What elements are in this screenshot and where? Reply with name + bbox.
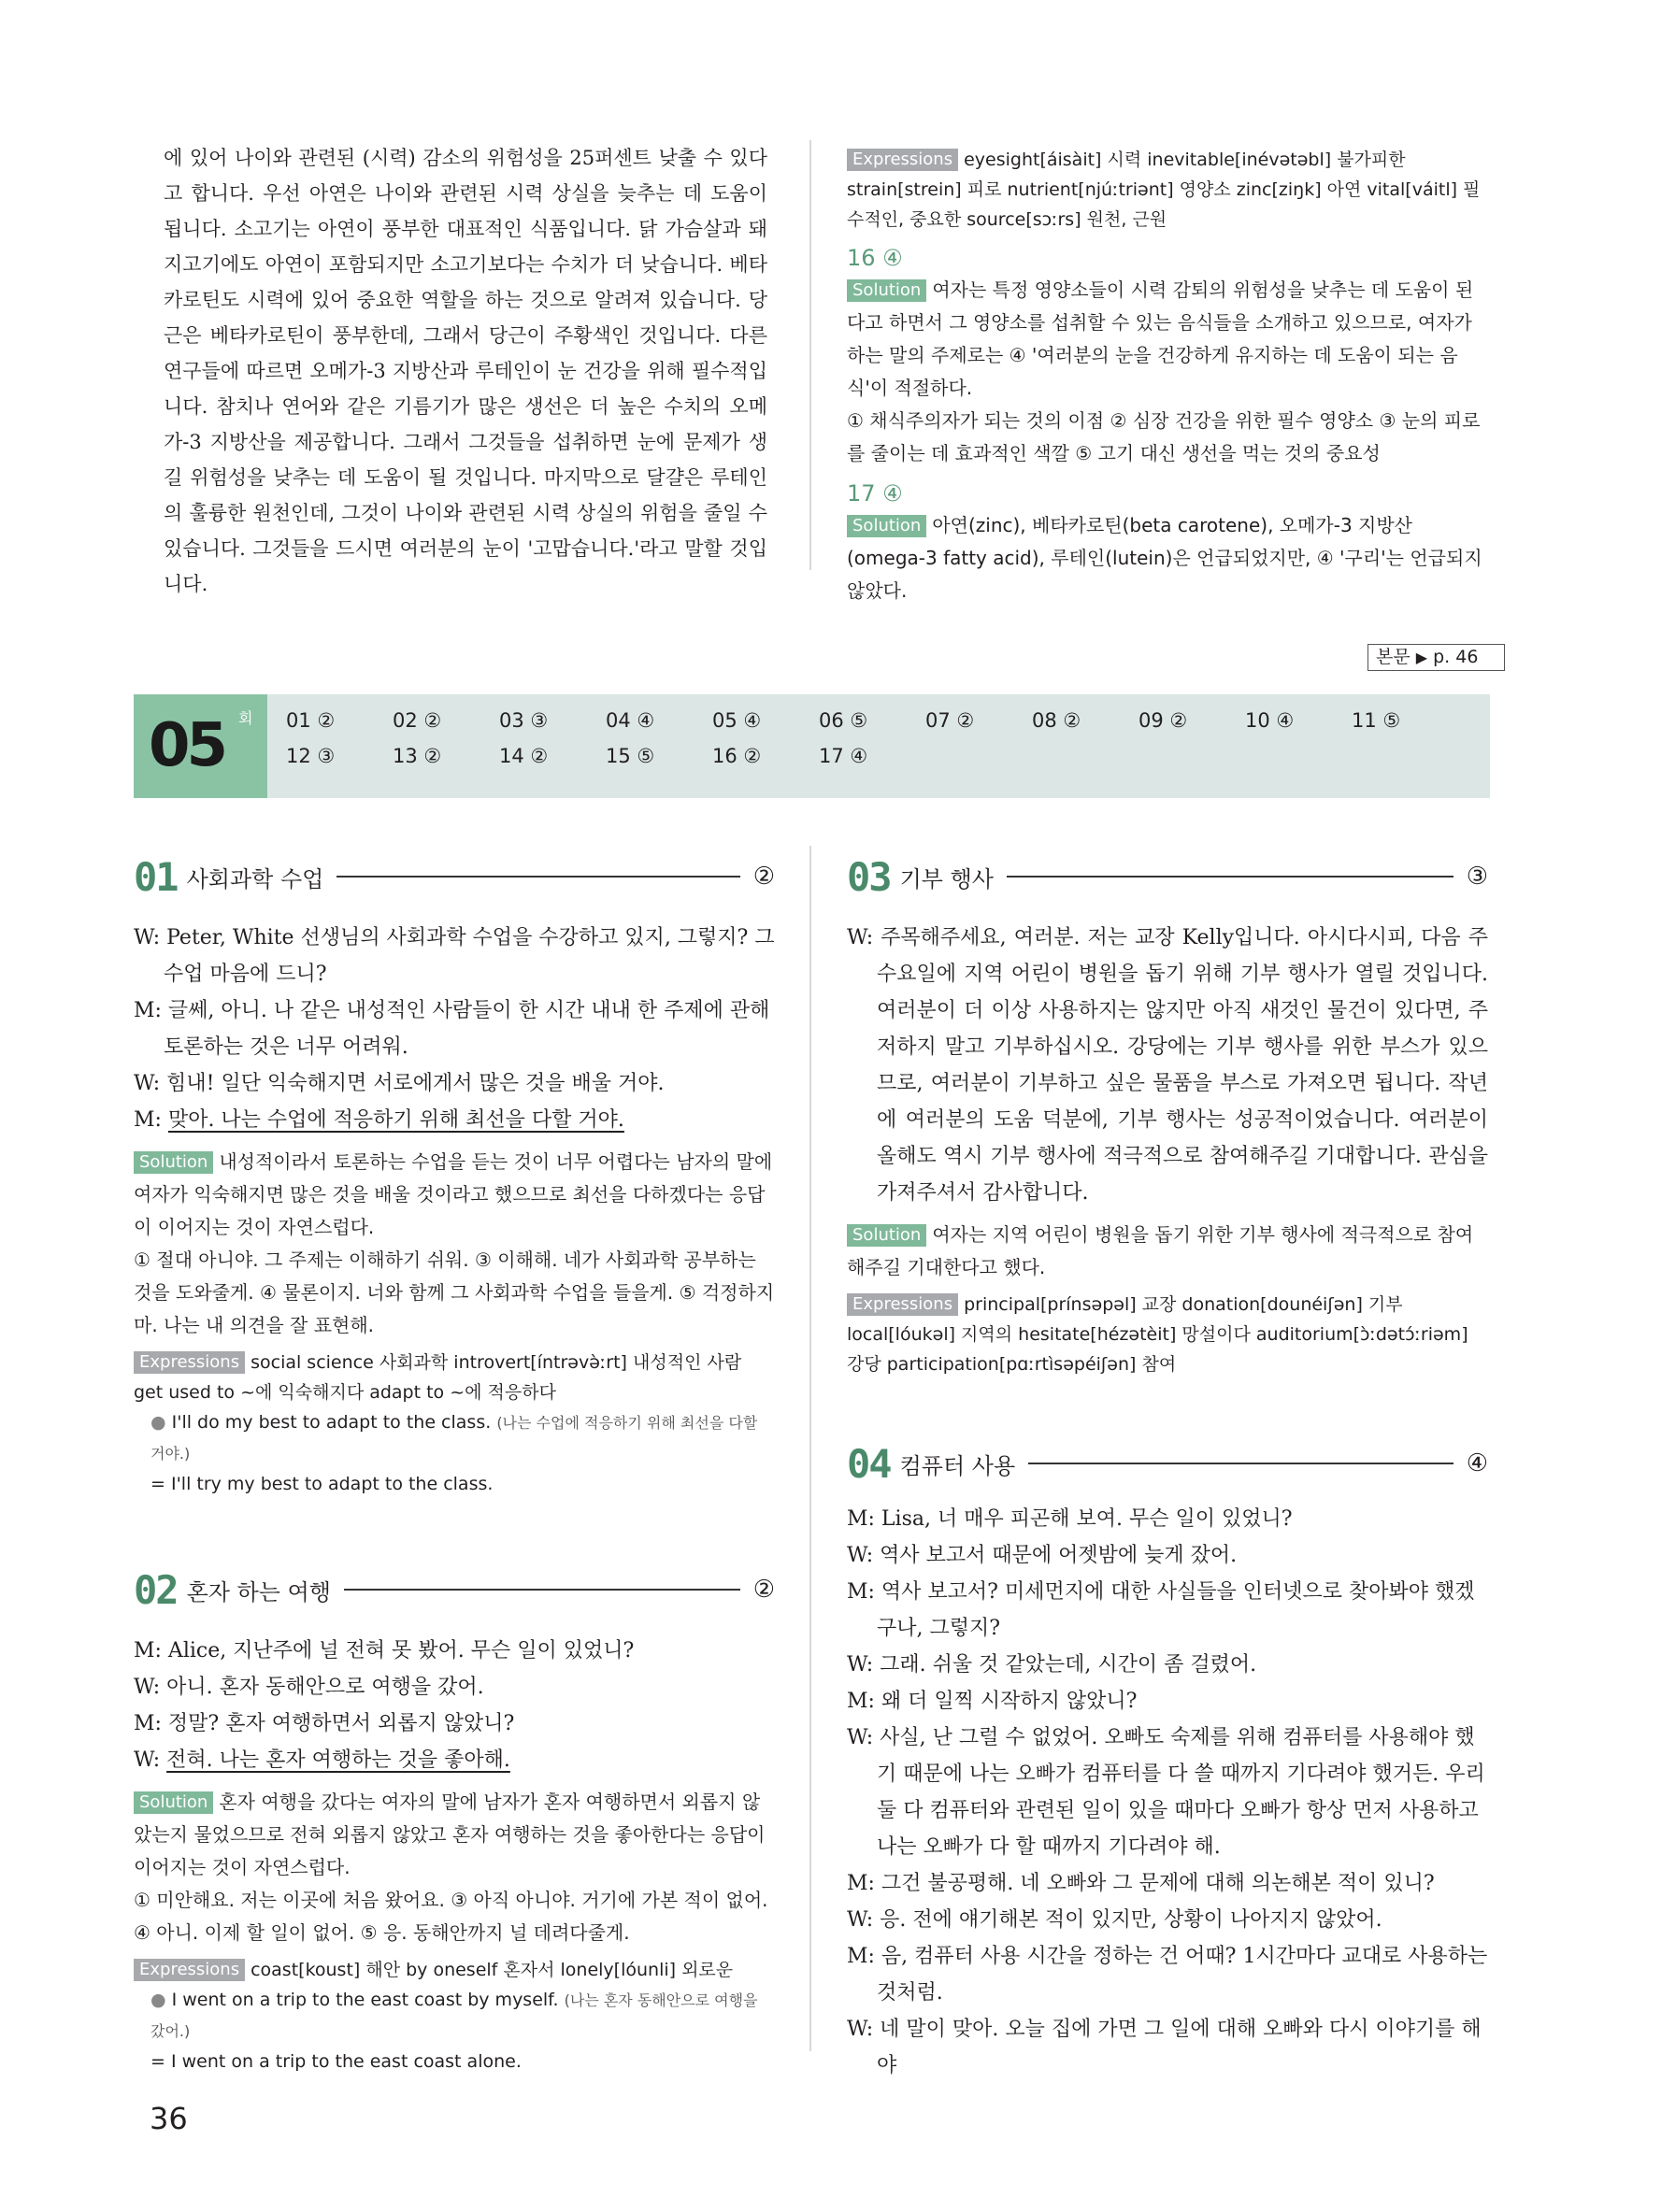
passage-translation: 에 있어 나이와 관련된 (시력) 감소의 위험성을 25퍼센트 낮출 수 있다고 합니다. 우선 아연은 나이와 관련된 시력 상실을 늦추는 데 도움이 됩니다. 소고기는 아연이 풍부한 대표적인 식품입니다. 닭 가슴살과 돼지고기에도 아연이 포함되지만 소고기보다는 수치가 더 낮습니다. 베타카로틴도 시력에 있어 중요한 역할을 하는 것으로 알려져 있습니다. 당근은 베타카로틴이 풍부한데, 그래서 당근이 주황색인 것입니다. 다른 연구들에 따르면 오메가-3 지방산과 루테인이 눈 건강을 위해 필수적입니다. 참치나 연어와 같은 기름기가 많은 생선은 더 높은 수치의 오메가-3 지방산을 제공합니다. 그래서 그것들을 섭취하면 눈에 문제가 생길 위험성을 낮추는 데 도움이 될 것입니다. 마지막으로 달걀은 루테인의 훌륭한 원천인데, 그것이 나이와 관련된 시력 상실의 위험을 줄일 수 있습니다. 그것들을 드시면 여러분의 눈이 '고맙습니다.'라고 말할 것입니다. (164, 147, 767, 595)
section-03 (847, 852, 1488, 1379)
answer-item: 14 ② (499, 745, 549, 767)
expressions-tag: Expressions (134, 1959, 245, 1981)
solution-text: 여자는 지역 어린이 병원을 돕기 위한 기부 행사에 적극적으로 참여해주길 기대한다고 했다. (847, 1223, 1474, 1278)
expressions-tag: Expressions (847, 149, 958, 171)
section-answer: ② (752, 863, 775, 891)
solution-tag: Solution (134, 1151, 213, 1174)
solution (134, 1786, 775, 1884)
column-divider-bottom (809, 846, 811, 2051)
expressions-tag: Expressions (134, 1351, 245, 1374)
answer-item: 05 ④ (712, 709, 762, 732)
top-right-column (847, 145, 1488, 607)
example-alt: = I'll try my best to adapt to the class. (150, 1474, 494, 1494)
monologue (847, 920, 1488, 1211)
bullet-icon: ● (150, 1990, 172, 2010)
dialogue-line: M: 왜 더 일찍 시작하지 않았니? (847, 1690, 1138, 1713)
section-title-row (134, 852, 775, 901)
section-title: 혼자 하는 여행 (186, 1578, 331, 1605)
solution-tag: Solution (847, 515, 926, 537)
column-divider-top (809, 140, 811, 570)
answer-item: 16 ② (712, 745, 762, 767)
dialogue-line: W: 그래. 쉬울 것 같았는데, 시간이 좀 걸렸어. (847, 1653, 1257, 1677)
dialogue (847, 1501, 1488, 2084)
title-rule (336, 876, 739, 878)
expressions-text: eyesight[áisàit] 시력 inevitable[inévətəbl] 불가피한 strain[strein] 피로 nutrient[njúːtriənt] 영양소 zinc[ziŋk] 아연 vital[váitl] 필수적인, 중요한 source[sɔːrs] 원천, 근원 (847, 150, 1481, 230)
expressions (134, 1955, 775, 1985)
ref-arrow-icon: ▶ (1415, 649, 1428, 666)
answer-item: 08 ② (1032, 709, 1081, 732)
test-number-badge (134, 694, 267, 798)
speaker: W: (134, 1748, 167, 1772)
speaker: M: (134, 1108, 168, 1132)
solution-text: 내성적이라서 토론하는 수업을 듣는 것이 너무 어렵다는 남자의 말에 여자가 익숙해지면 많은 것을 배울 것이라고 했으므로 최선을 다하겠다는 응답이 이어지는 것이 자연스럽다. (134, 1150, 773, 1238)
section-04 (847, 1439, 1488, 2084)
answer-item: 01 ② (286, 709, 336, 732)
test-number-suffix: 회 (238, 709, 253, 727)
q16-solution-text: 여자는 특정 영양소들이 시력 감퇴의 위험성을 낮추는 데 도움이 된다고 하면서 그 영양소를 섭취할 수 있는 음식들을 소개하고 있으므로, 여자가 하는 말의 주제로는 ④ '여러분의 눈을 건강하게 유지하는 데 도움이 되는 음식'이 적절하다. (847, 278, 1474, 399)
dialogue-line: M: 역사 보고서? 미세먼지에 대한 사실들을 인터넷으로 찾아봐야 했겠구나, 그렇지? (847, 1580, 1475, 1640)
dialogue-line: W: 아니. 혼자 동해안으로 여행을 갔어. (134, 1676, 484, 1699)
dialogue-line: W: Peter, White 선생님의 사회과학 수업을 수강하고 있지, 그렇지? 그 수업 마음에 드니? (134, 926, 775, 986)
solution-tag: Solution (847, 279, 926, 302)
section-title: 컴퓨터 사용 (899, 1452, 1016, 1479)
section-number: 02 (134, 1566, 178, 1613)
section-title-row (847, 852, 1488, 901)
solution (847, 1219, 1488, 1284)
example-sentence: ● I went on a trip to the east coast by myself. (나는 혼자 동해안으로 여행을 갔어.) (150, 1990, 758, 2040)
dialogue-line: M: 음, 컴퓨터 사용 시간을 정하는 건 어때? 1시간마다 교대로 사용하는 것처럼. (847, 1945, 1488, 2005)
ref-label: 본문 (1376, 647, 1410, 667)
answer-line: 전혀. 나는 혼자 여행하는 것을 좋아해. (166, 1748, 510, 1772)
answer-item: 11 ⑤ (1352, 709, 1401, 732)
answer-grid (286, 709, 1458, 767)
answer-item: 17 ④ (819, 745, 868, 767)
q16-heading: 16 ④ (847, 245, 903, 271)
dialogue-line (134, 1102, 775, 1138)
example-sentence: ● I'll do my best to adapt to the class. (나는 수업에 적응하기 위해 최선을 다할 거야.) (150, 1412, 758, 1463)
section-02 (134, 1565, 775, 2076)
solution-tag: Solution (847, 1224, 926, 1247)
section-title: 기부 행사 (899, 865, 994, 892)
answer-key-bar (134, 694, 1490, 798)
answer-item: 12 ③ (286, 745, 336, 767)
expressions-block-16 (847, 145, 1488, 235)
dialogue (134, 1633, 775, 1778)
answer-item: 10 ④ (1245, 709, 1295, 732)
section-number: 03 (847, 853, 891, 900)
dialogue-line: M: Alice, 지난주에 널 전혀 못 봤어. 무슨 일이 있었니? (134, 1639, 635, 1663)
expressions-tag: Expressions (847, 1293, 958, 1316)
section-answer: ④ (1466, 1449, 1488, 1477)
solution-tag: Solution (134, 1791, 213, 1814)
dialogue (134, 920, 775, 1138)
dialogue-line: W: 네 말이 맞아. 오늘 집에 가면 그 일에 대해 오빠와 다시 이야기를 해야 (847, 2018, 1482, 2077)
top-left-column (164, 140, 767, 602)
q17-heading: 17 ④ (847, 480, 903, 507)
expressions (847, 1290, 1488, 1379)
monologue-text: W: 주목해주세요, 여러분. 저는 교장 Kelly입니다. 아시다시피, 다음 주 수요일에 지역 어린이 병원을 돕기 위해 기부 행사가 열릴 것입니다. 여러분이 더 이상 사용하지는 않지만 아직 새것인 물건이 있다면, 주저하지 말고 기부하십시오. 강당에는 기부 행사를 위한 부스가 있으므로, 여러분이 기부하고 싶은 물품을 부스로 가져오면 됩니다. 작년에 여러분의 도움 덕분에, 기부 행사는 성공적이었습니다. 여러분이 올해도 역시 기부 행사에 적극적으로 참여해주길 기대합니다. 관심을 가져주셔서 감사합니다. (847, 926, 1488, 1205)
dialogue-line: W: 응. 전에 얘기해본 적이 있지만, 상황이 나아지지 않았어. (847, 1908, 1382, 1932)
answer-item: 02 ② (393, 709, 442, 732)
solution-text: 혼자 여행을 갔다는 여자의 말에 남자가 혼자 여행하면서 외롭지 않았는지 물었으므로 전혀 외롭지 않았고 혼자 여행하는 것을 좋아한다는 응답이 이어지는 것이 자연스럽다. (134, 1791, 766, 1878)
answer-item: 07 ② (925, 709, 975, 732)
section-title: 사회과학 수업 (186, 865, 324, 892)
answer-item: 13 ② (393, 745, 442, 767)
dialogue-line (134, 1742, 775, 1778)
section-number: 04 (847, 1440, 891, 1487)
section-title-row (134, 1565, 775, 1614)
options: ① 미안해요. 저는 이곳에 처음 왔어요. ③ 아직 아니야. 거기에 가본 적이 없어. ④ 아니. 이제 할 일이 없어. ⑤ 응. 동해안까지 널 데려다줄게. (134, 1889, 768, 1944)
test-number: 05 (149, 711, 225, 780)
expressions-text: social science 사회과학 introvert[íntrəvə̀ːrt] 내성적인 사람 get used to ~에 익숙해지다 adapt to ~에 적응하다 (134, 1352, 742, 1403)
dialogue-line: M: 그건 불공평해. 네 오빠와 그 문제에 대해 의논해본 적이 있니? (847, 1872, 1435, 1895)
answer-line: 맞아. 나는 수업에 적응하기 위해 최선을 다할 거야. (167, 1108, 624, 1132)
bullet-icon: ● (150, 1412, 172, 1433)
example-alt: = I went on a trip to the east coast alone. (150, 2051, 522, 2072)
q17-solution (847, 509, 1488, 607)
section-number: 01 (134, 853, 178, 900)
dialogue-line: W: 사실, 난 그럴 수 없었어. 오빠도 숙제를 위해 컴퓨터를 사용해야 했기 때문에 나는 오빠가 컴퓨터를 다 쓸 때까지 기다려야 했거든. 우리 둘 다 컴퓨터와 관련된 일이 있을 때마다 오빠가 항상 먼저 사용하고 나는 오빠가 다 할 때까지 기다려야 해. (847, 1726, 1485, 1859)
options: ① 절대 아니야. 그 주제는 이해하기 쉬워. ③ 이해해. 네가 사회과학 공부하는 것을 도와줄게. ④ 물론이지. 너와 함께 그 사회과학 수업을 들을게. ⑤ 걱정하지 마. 나는 내 의견을 잘 표현해. (134, 1249, 775, 1336)
section-answer: ③ (1466, 863, 1488, 891)
title-rule (1007, 876, 1453, 878)
page-reference-tag (1367, 644, 1505, 671)
page-number: 36 (150, 2101, 188, 2136)
expressions-text: coast[koust] 해안 by oneself 혼자서 lonely[lóunli] 외로운 (251, 1960, 734, 1980)
dialogue-line: M: Lisa, 너 매우 피곤해 보여. 무슨 일이 있었니? (847, 1507, 1293, 1531)
answer-item: 04 ④ (606, 709, 655, 732)
answer-item: 06 ⑤ (819, 709, 868, 732)
title-rule (344, 1589, 740, 1591)
expressions-text: principal[prínsəpəl] 교장 donation[dounéiʃən] 기부 local[lóukəl] 지역의 hesitate[hézətèit] 망설이다 auditorium[ɔ̀ːdətɔ́ːriəm] 강당 participation[pɑːrtìsəpéiʃən] 참여 (847, 1294, 1468, 1375)
dialogue-line: M: 글쎄, 아니. 나 같은 내성적인 사람들이 한 시간 내내 한 주제에 관해 토론하는 것은 너무 어려워. (134, 999, 770, 1059)
q16-options: ① 채식주의자가 되는 것의 이점 ② 심장 건강을 위한 필수 영양소 ③ 눈의 피로를 줄이는 데 효과적인 색깔 ⑤ 고기 대신 생선을 먹는 것의 중요성 (847, 409, 1481, 464)
answer-item: 03 ③ (499, 709, 549, 732)
q16-solution (847, 274, 1488, 405)
section-01 (134, 852, 775, 1499)
expressions (134, 1348, 775, 1407)
title-rule (1028, 1463, 1453, 1464)
dialogue-line: W: 역사 보고서 때문에 어젯밤에 늦게 잤어. (847, 1544, 1238, 1567)
dialogue-line: W: 힘내! 일단 익숙해지면 서로에게서 많은 것을 배울 거야. (134, 1072, 665, 1095)
dialogue-line: M: 정말? 혼자 여행하면서 외롭지 않았니? (134, 1712, 515, 1735)
answer-item: 09 ② (1138, 709, 1188, 732)
section-title-row (847, 1439, 1488, 1488)
section-answer: ② (752, 1576, 775, 1604)
solution (134, 1146, 775, 1244)
q17-solution-text: 아연(zinc), 베타카로틴(beta carotene), 오메가-3 지방산(omega-3 fatty acid), 루테인(lutein)은 언급되었지만, ④ '구리'는 언급되지 않았다. (847, 514, 1482, 602)
ref-page: p. 46 (1433, 647, 1479, 667)
answer-item: 15 ⑤ (606, 745, 655, 767)
